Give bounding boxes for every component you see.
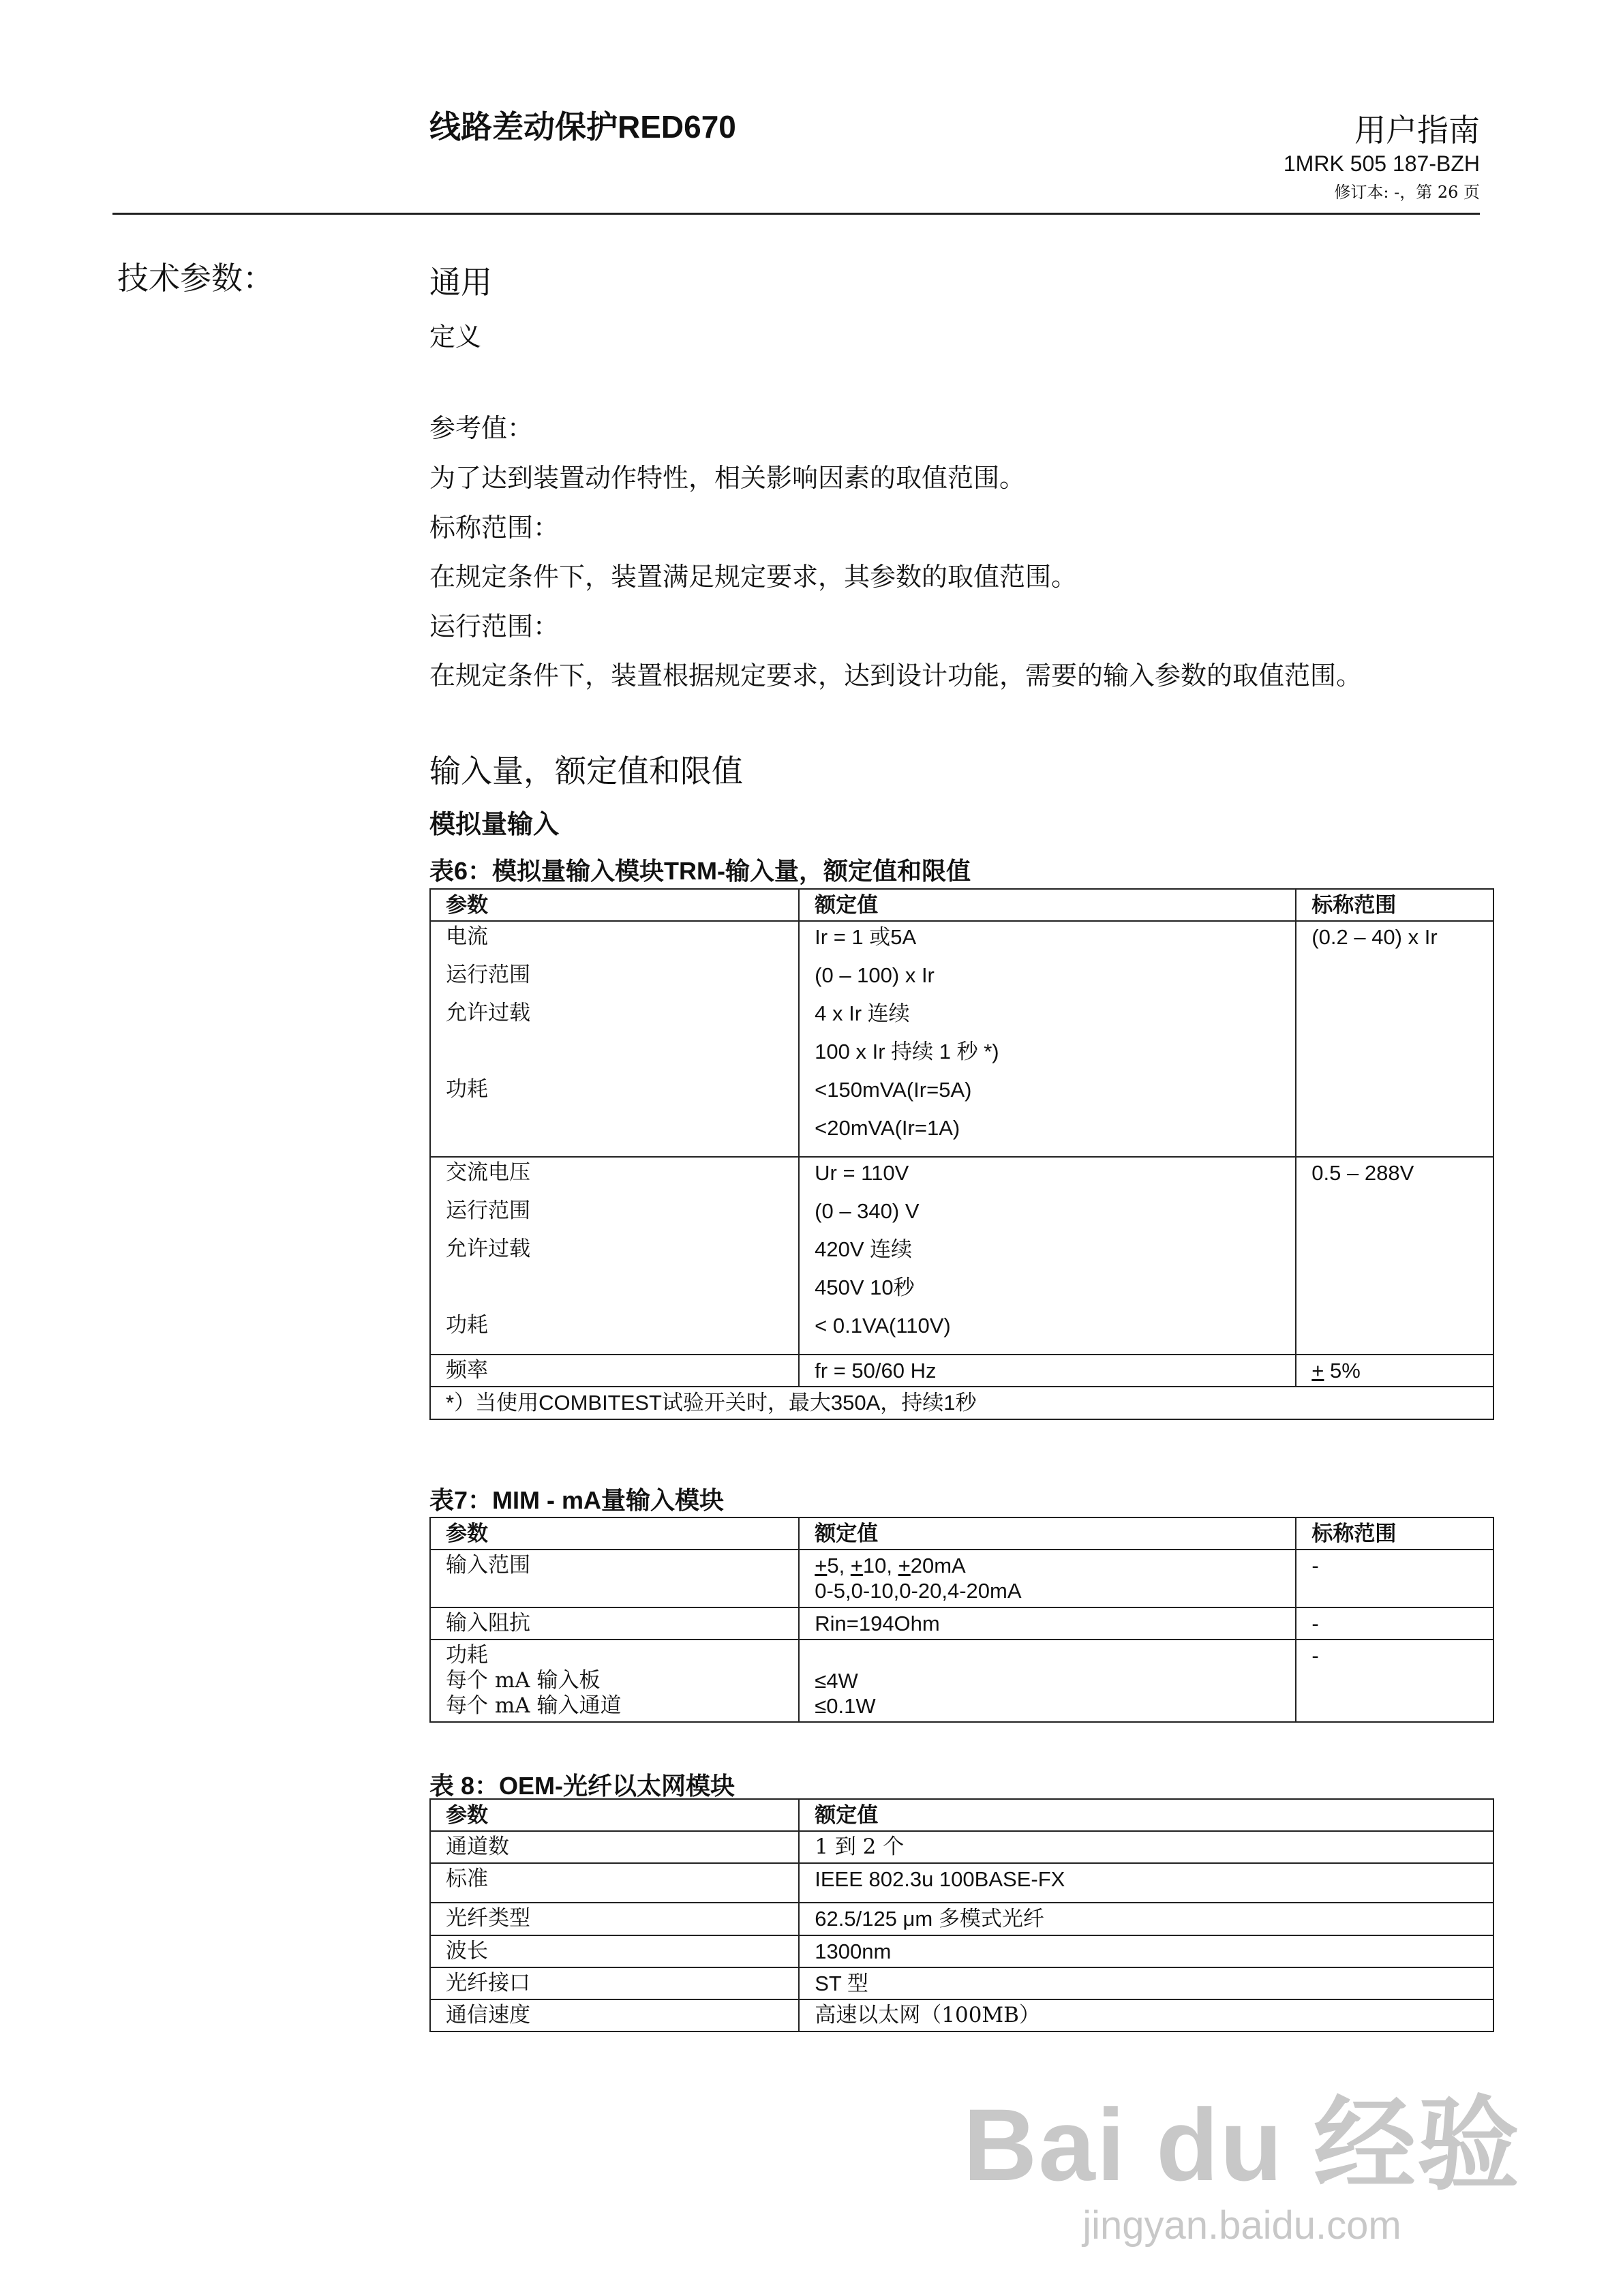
operating-text: 在规定条件下，装置根据规定要求，达到设计功能，需要的输入参数的取值范围。 <box>429 661 1363 691</box>
reference-label: 参考值： <box>429 413 534 443</box>
table-row <box>430 1355 1493 1387</box>
header-rated: 额定值 <box>799 1799 1493 1831</box>
table-note-row <box>430 1387 1493 1419</box>
input-range-value: +5, +10, +20mA 0-5,0-10,0-20,4-20mA <box>799 1550 1296 1607</box>
header-param: 参数 <box>430 889 799 921</box>
row-param: 光纤类型 <box>430 1903 799 1935</box>
table-row <box>430 1967 1493 1999</box>
general-heading: 通用 <box>429 264 492 301</box>
row-param: 通信速度 <box>430 1999 799 2031</box>
input-range-nominal: - <box>1296 1550 1493 1607</box>
header-divider <box>112 213 1480 215</box>
table-row <box>430 921 1493 1157</box>
table-row <box>430 1640 1493 1723</box>
table8-caption: 表 8：OEM-光纤以太网模块 <box>429 1772 735 1800</box>
table7-caption: 表7：MIM - mA量输入模块 <box>429 1486 725 1514</box>
table7 <box>429 1517 1494 1723</box>
watermark-url: jingyan.baidu.com <box>1082 2203 1401 2248</box>
current-values: Ir = 1 或5A (0 – 100) x Ir 4 x Ir 连续 100 x Ir 持续 1 秒 *) <150mVA(Ir=5A) <20mVA(Ir=1A) <box>799 921 1296 1157</box>
header-param: 参数 <box>430 1799 799 1831</box>
row-param: 标准 <box>430 1863 799 1903</box>
nominal-text: 在规定条件下，装置满足规定要求，其参数的取值范围。 <box>429 562 1078 592</box>
row-value: ST 型 <box>799 1967 1493 1999</box>
revision-info: 修订本: -，第 26 页 <box>1334 183 1480 202</box>
table-row <box>430 1157 1493 1355</box>
row-param: 光纤接口 <box>430 1967 799 1999</box>
current-range: (0.2 – 40) x Ir <box>1296 921 1493 1157</box>
table-row <box>430 1550 1493 1607</box>
frequency-param: 频率 <box>430 1355 799 1387</box>
voltage-range: 0.5 – 288V <box>1296 1157 1493 1355</box>
nominal-label: 标称范围： <box>429 513 560 543</box>
impedance-param: 输入阻抗 <box>430 1607 799 1640</box>
impedance-value: Rin=194Ohm <box>799 1607 1296 1640</box>
row-value: IEEE 802.3u 100BASE-FX <box>799 1863 1493 1903</box>
header-nominal: 标称范围 <box>1296 1517 1493 1550</box>
header-nominal: 标称范围 <box>1296 889 1493 921</box>
table6 <box>429 888 1494 1420</box>
definition-subheading: 定义 <box>429 322 482 352</box>
watermark-logo: Bai du 经验 <box>962 2087 1521 2202</box>
reference-text: 为了达到装置动作特性，相关影响因素的取值范围。 <box>429 463 1026 493</box>
inputs-heading: 输入量，额定值和限值 <box>429 753 743 789</box>
power-values: ≤4W ≤0.1W <box>799 1640 1296 1723</box>
row-param: 波长 <box>430 1935 799 1967</box>
table-header-row <box>430 889 1493 921</box>
baidu-watermark <box>963 2062 1521 2248</box>
operating-label: 运行范围： <box>429 611 560 641</box>
input-range-param: 输入范围 <box>430 1550 799 1607</box>
header-rated: 额定值 <box>799 889 1296 921</box>
row-value: 1300nm <box>799 1935 1493 1967</box>
table-header-row <box>430 1517 1493 1550</box>
header-param: 参数 <box>430 1517 799 1550</box>
analog-input-subheading: 模拟量输入 <box>429 809 560 839</box>
impedance-nominal: - <box>1296 1607 1493 1640</box>
table-row <box>430 1935 1493 1967</box>
frequency-range: + 5% <box>1296 1355 1493 1387</box>
header-rated: 额定值 <box>799 1517 1296 1550</box>
voltage-params: 交流电压 运行范围 允许过载 功耗 <box>430 1157 799 1355</box>
frequency-value: fr = 50/60 Hz <box>799 1355 1296 1387</box>
table-header-row <box>430 1799 1493 1831</box>
table-row <box>430 1607 1493 1640</box>
document-title: 线路差动保护RED670 <box>429 109 736 145</box>
table6-note: *）当使用COMBITEST试验开关时，最大350A，持续1秒 <box>430 1387 1493 1419</box>
table6-caption: 表6：模拟量输入模块TRM-输入量，额定值和限值 <box>429 857 971 885</box>
row-param: 通道数 <box>430 1831 799 1863</box>
power-nominal: - <box>1296 1640 1493 1723</box>
current-params: 电流 运行范围 允许过载 功耗 <box>430 921 799 1157</box>
table-row <box>430 1863 1493 1903</box>
table-row <box>430 1903 1493 1935</box>
row-value: 62.5/125 μm 多模式光纤 <box>799 1903 1493 1935</box>
voltage-values: Ur = 110V (0 – 340) V 420V 连续 450V 10秒 < 0.1VA(110V) <box>799 1157 1296 1355</box>
power-params: 功耗 每个 mA 输入板 每个 mA 输入通道 <box>430 1640 799 1723</box>
row-value: 高速以太网（100MB） <box>799 1999 1493 2031</box>
document-type: 用户指南 <box>1354 112 1480 148</box>
table-row <box>430 1999 1493 2031</box>
row-value: 1 到 2 个 <box>799 1831 1493 1863</box>
table8 <box>429 1798 1494 2032</box>
table-row <box>430 1831 1493 1863</box>
section-label: 技术参数： <box>117 260 274 297</box>
document-number: 1MRK 505 187-BZH <box>1283 151 1480 176</box>
